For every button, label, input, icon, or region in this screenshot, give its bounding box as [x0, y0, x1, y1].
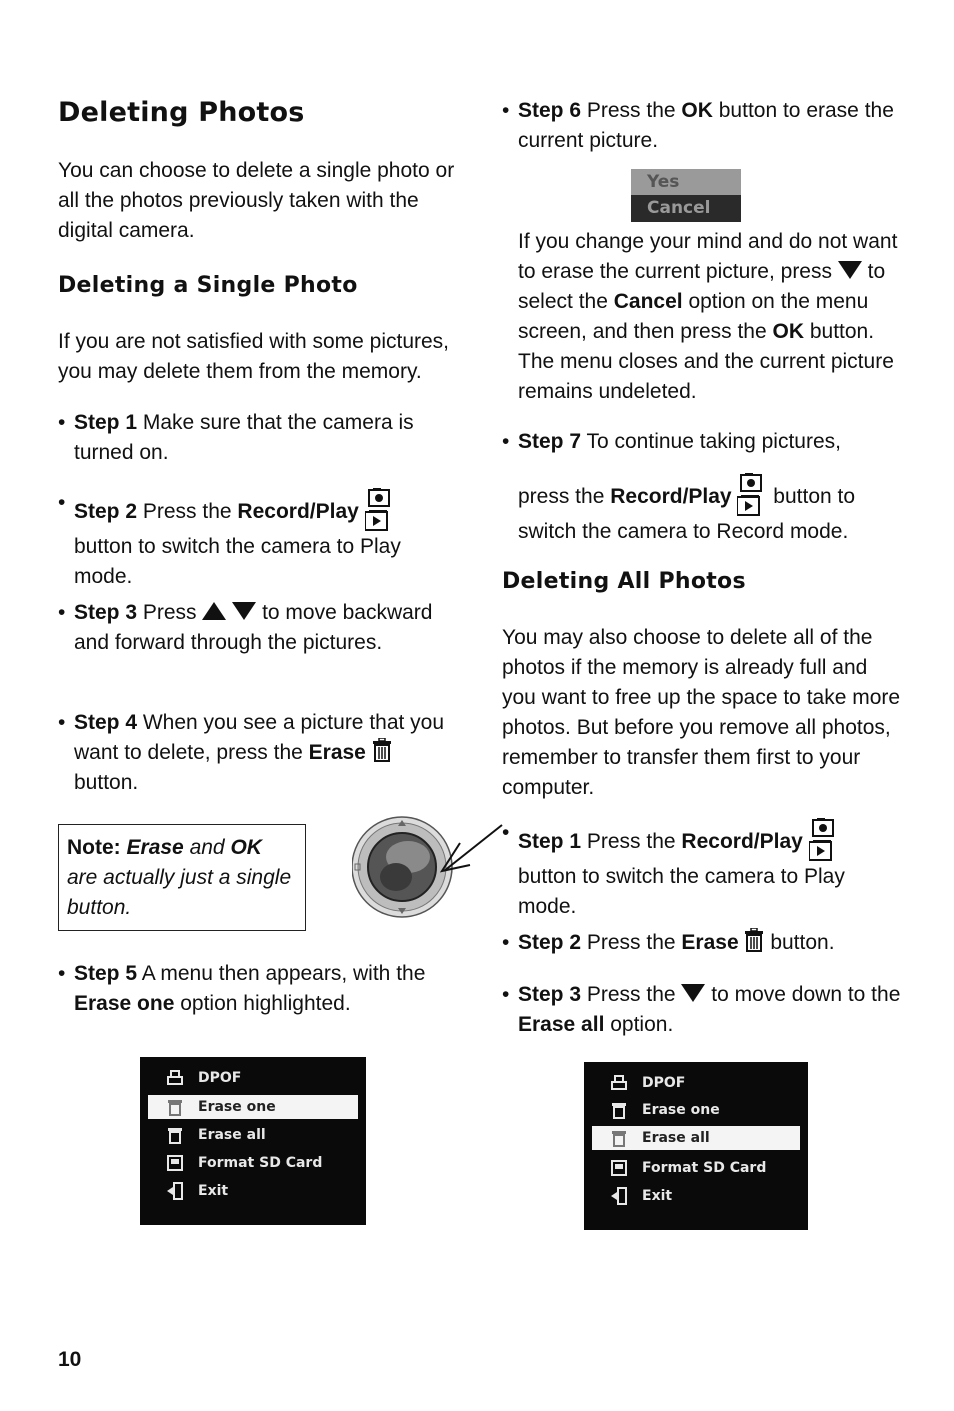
record-play-icon [365, 488, 395, 532]
ok-label: OK [681, 99, 713, 122]
menu-item-erase-one: Erase one [592, 1098, 800, 1122]
intro-paragraph: You can choose to delete a single photo or all the photos previously taken with the digital camera. [58, 159, 455, 242]
step-label: Step 2 [518, 931, 582, 954]
trash-icon [744, 928, 764, 952]
menu-item-erase-all: Erase all [592, 1126, 800, 1150]
down-arrow-icon [838, 261, 862, 279]
step-label: Step 6 [518, 99, 582, 122]
menu-item-erase-all: Erase all [148, 1123, 358, 1147]
record-play-label: Record/Play [610, 485, 732, 508]
all-photos-heading: Deleting All Photos [502, 569, 746, 594]
step-label: Step 7 [518, 430, 582, 453]
down-arrow-icon [681, 984, 705, 1002]
trash-all-icon [610, 1129, 628, 1147]
page-title: Deleting Photos [58, 97, 305, 128]
all-step-1-item: • Step 1 Press the Record/Play button to switch the camera to Play mode. [502, 818, 902, 908]
record-play-label: Record/Play [237, 500, 359, 523]
trash-icon [166, 1098, 184, 1116]
step-label: Step 2 [74, 500, 138, 523]
step-7-item: • Step 7 To continue taking pictures, press the Record/Play button to switch the camera to Record mode. [502, 430, 856, 543]
menu-item-erase-one: Erase one [148, 1095, 358, 1119]
erase-menu-screenshot-one [140, 1057, 366, 1225]
all-intro-paragraph: You may also choose to delete all of the photos if the memory is already full and you want to free up the space to take more photos. But before you remove all photos, remember to transfer them first to your computer. [502, 626, 901, 799]
exit-icon [166, 1182, 184, 1200]
record-play-label: Record/Play [681, 830, 803, 853]
single-photo-heading: Deleting a Single Photo [58, 273, 358, 298]
step-label: Step 1 [518, 830, 582, 853]
menu-item-exit: Exit [592, 1184, 800, 1208]
sd-card-icon [610, 1159, 628, 1177]
cancel-option: Cancel [631, 195, 741, 222]
record-play-icon [809, 818, 839, 862]
change-mind-paragraph: If you change your mind and do not want to erase the current picture, press to select the Cancel option on the menu screen, and then press the OK button. The menu closes and the current picture remains undeleted. [518, 230, 898, 403]
menu-item-format-sd: Format SD Card [592, 1156, 800, 1180]
printer-icon [166, 1069, 184, 1087]
erase-one-label: Erase one [74, 992, 175, 1015]
trash-icon [372, 738, 392, 762]
confirm-dialog-screenshot [631, 169, 741, 222]
trash-icon [610, 1101, 628, 1119]
step-5-item: • Step 5 A menu then appears, with the Erase one option highlighted. [58, 962, 426, 1015]
all-step-3-item: • Step 3 Press the to move down to the Erase all option. [502, 983, 901, 1036]
single-intro-paragraph: If you are not satisfied with some pictures, you may delete them from the memory. [58, 330, 450, 383]
erase-all-label: Erase all [518, 1013, 605, 1036]
step-2-item: • Step 2 Press the Record/Play button to switch the camera to Play mode. [58, 488, 458, 578]
note-box: Note: Erase and OK are actually just a single button. [58, 824, 306, 931]
erase-menu-screenshot-all [584, 1062, 808, 1230]
exit-icon [610, 1187, 628, 1205]
trash-all-icon [166, 1126, 184, 1144]
menu-item-dpof: DPOF [148, 1066, 358, 1090]
up-arrow-icon [202, 602, 226, 620]
camera-dial-illustration [352, 815, 507, 921]
all-step-2-item: • Step 2 Press the Erase button. [502, 928, 902, 960]
menu-item-exit: Exit [148, 1179, 358, 1203]
yes-option: Yes [631, 169, 741, 195]
step-1-item: • Step 1 Make sure that the camera is turned on. [58, 411, 414, 464]
step-label: Step 3 [74, 601, 138, 624]
step-6-item: • Step 6 Press the OK button to erase the current picture. [502, 99, 894, 152]
erase-label: Erase [681, 931, 739, 954]
step-label: Step 5 [74, 962, 138, 985]
step-label: Step 3 [518, 983, 582, 1006]
sd-card-icon [166, 1154, 184, 1172]
page-number: 10 [58, 1348, 82, 1371]
step-label: Step 4 [74, 711, 138, 734]
step-3-item: • Step 3 Press to move backward and forward through the pictures. [58, 601, 433, 654]
menu-item-dpof: DPOF [592, 1071, 800, 1095]
record-play-icon [737, 473, 767, 517]
step-4-item: • Step 4 When you see a picture that you want to delete, press the Erase button. [58, 711, 445, 794]
printer-icon [610, 1074, 628, 1092]
down-arrow-icon [232, 602, 256, 620]
step-label: Step 1 [74, 411, 138, 434]
erase-label: Erase [308, 741, 366, 764]
menu-item-format-sd: Format SD Card [148, 1151, 358, 1175]
